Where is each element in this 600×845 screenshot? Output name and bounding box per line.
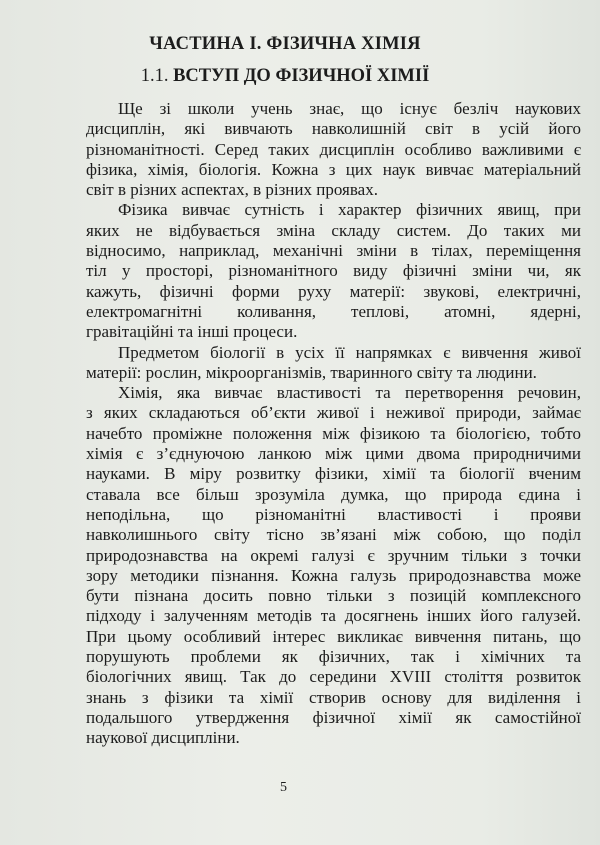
text-line: подальшого утвердження фізичної хімії як самостійної (86, 707, 581, 727)
text-line: фізика, хімія, біологія. Кожна з цих наук вивчає матеріальний (86, 159, 581, 179)
text-line: електромагнітні коливання, теплові, атомні, ядерні, (86, 301, 581, 321)
text-line: наукової дисципліни. (86, 728, 240, 748)
text-line: порушують проблеми як фізичних, так і хімічних та (86, 647, 581, 667)
part-heading: ЧАСТИНА І. ФІЗИЧНА ХІМІЯ (149, 34, 421, 54)
text-line: ставала все більш зрозуміла думка, що природа єдина і (86, 484, 581, 504)
text-line: Фізика вивчає сутність і характер фізичних явищ, при (118, 200, 581, 220)
paragraph (86, 200, 581, 342)
paragraph (86, 343, 581, 384)
text-line: бути пізнана досить повно тільки з позицій комплексного (86, 586, 581, 606)
text-line: знань з фізики та хімії створив основу для виділення і (86, 687, 581, 707)
text-line: біологічних явищ. Так до середини XVIII століття розвиток (86, 667, 581, 687)
text-line: хімія є з’єднуючою ланкою між цими двома природничими (86, 444, 581, 464)
page-number: 5 (280, 780, 287, 795)
text-line: з яких складаються об’єкти живої і неживої природи, займає (86, 403, 581, 423)
section-heading (0, 66, 570, 87)
text-line: відносимо, наприклад, механічні зміни в тілах, переміщення (86, 241, 581, 261)
text-line: науками. В міру розвитку фізики, хімії та біології вченим (86, 464, 581, 484)
paragraph (86, 99, 581, 200)
text-line: матерії: рослин, мікроорганізмів, тваринного світу та людини. (86, 362, 537, 382)
text-line: різноманітності. Серед таких дисциплін особливо важливими є (86, 139, 581, 159)
text-line: кажуть, фізичні форми руху матерії: звукові, електричні, (86, 281, 581, 301)
body-text (86, 99, 581, 749)
text-line: Хімія, яка вивчає властивості та перетворення речовин, (118, 383, 581, 403)
text-line: світ в різних аспектах, в різних проявах. (86, 180, 378, 200)
text-line: тіл у просторі, різноманітного виду фізичні зміни чи, як (86, 261, 581, 281)
text-line: начебто проміжне положення між фізикою та біологією, тобто (86, 423, 581, 443)
text-line: Предметом біології в усіх її напрямках є вивчення живої (118, 342, 581, 362)
section-number: 1.1. (140, 66, 169, 86)
text-line: дисциплін, які вивчають навколишній світ в усій його (86, 119, 581, 139)
text-line: яких не відбувається зміна складу систем. До таких ми (86, 220, 581, 240)
text-line: При цьому особливий інтерес викликає вивчення питань, що (86, 626, 581, 646)
text-line: підходу і залученням методів та досягнень інших його галузей. (86, 606, 581, 626)
section-title: ВСТУП ДО ФІЗИЧНОЇ ХІМІЇ (173, 66, 430, 86)
text-line: навколишнього світу тісно зв’язані між собою, що поділ (86, 525, 581, 545)
paragraph (86, 383, 581, 748)
text-line: природознавства на окремі галузі є зручним тільки з точки (86, 545, 581, 565)
text-line: гравітаційні та інші процеси. (86, 322, 298, 342)
text-line: зору методики пізнання. Кожна галузь природознавства може (86, 565, 581, 585)
text-line: неподільна, що різноманітні властивості і прояви (86, 504, 581, 524)
text-line: Ще зі школи учень знає, що існує безліч наукових (118, 99, 581, 118)
